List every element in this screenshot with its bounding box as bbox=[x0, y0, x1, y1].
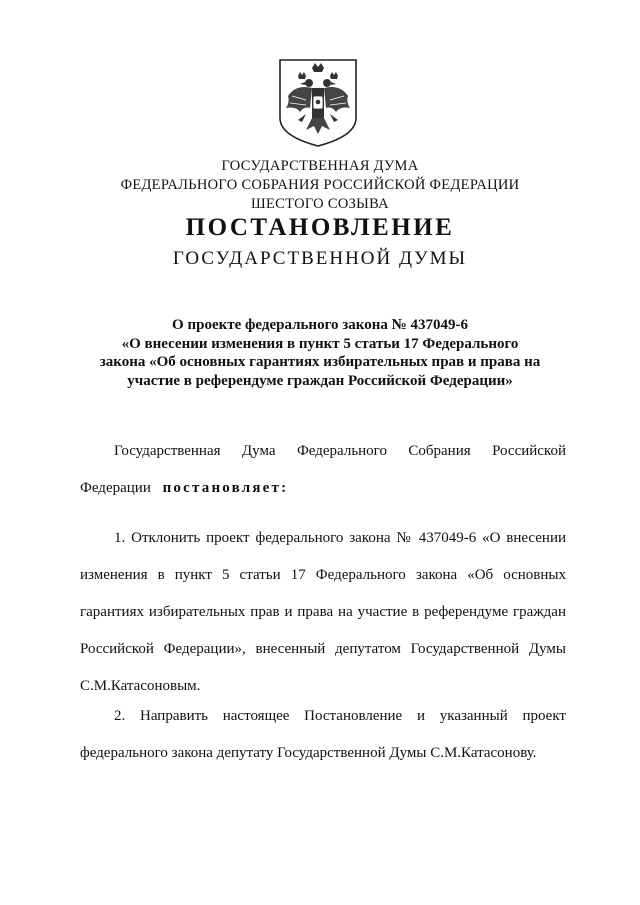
subject-line: О проекте федерального закона № 437049-6 bbox=[172, 317, 468, 333]
item-2-line: федерального закона депутату Государственной Думы С.М.Катасонову. bbox=[80, 745, 537, 761]
intro-prefix: Федерации bbox=[80, 480, 151, 496]
resolution-verb: постановляет: bbox=[162, 480, 289, 496]
item-1-line: гарантиях избирательных прав и права на участие в референдуме граждан bbox=[80, 604, 566, 620]
intro-line bbox=[80, 478, 566, 498]
header-line-duma: ГОСУДАРСТВЕННАЯ ДУМА bbox=[221, 158, 419, 174]
item-1-line: С.М.Катасоновым. bbox=[80, 678, 201, 694]
item-2-line: 2. Направить настоящее Постановление и указанный проект bbox=[114, 708, 566, 724]
document-type-title: ПОСТАНОВЛЕНИЕ bbox=[185, 214, 455, 241]
issuer-header bbox=[0, 157, 640, 214]
intro-line: Государственная Дума Федерального Собрания Российской bbox=[114, 443, 566, 459]
item-1-line: 1. Отклонить проект федерального закона № 437049-6 «О внесении bbox=[114, 530, 566, 546]
subject-line: закона «Об основных гарантиях избирательных прав и права на bbox=[99, 354, 541, 370]
subject-line: «О внесении изменения в пункт 5 статьи 17 Федерального bbox=[121, 335, 519, 352]
document-issuer-title: ГОСУДАРСТВЕННОЙ ДУМЫ bbox=[172, 248, 468, 269]
subject-line: участие в референдуме граждан Российской Федерации» bbox=[127, 372, 513, 389]
state-emblem-icon bbox=[276, 56, 360, 148]
header-line-convocation: ШЕСТОГО СОЗЫВА bbox=[251, 196, 389, 212]
header-line-federal-assembly: ФЕДЕРАЛЬНОГО СОБРАНИЯ РОССИЙСКОЙ ФЕДЕРАЦИИ bbox=[120, 177, 520, 193]
document-subject bbox=[0, 316, 640, 390]
item-1-line: изменения в пункт 5 статьи 17 Федерального закона «Об основных bbox=[80, 567, 566, 583]
item-1-line: Российской Федерации», внесенный депутатом Государственной Думы bbox=[80, 641, 566, 657]
